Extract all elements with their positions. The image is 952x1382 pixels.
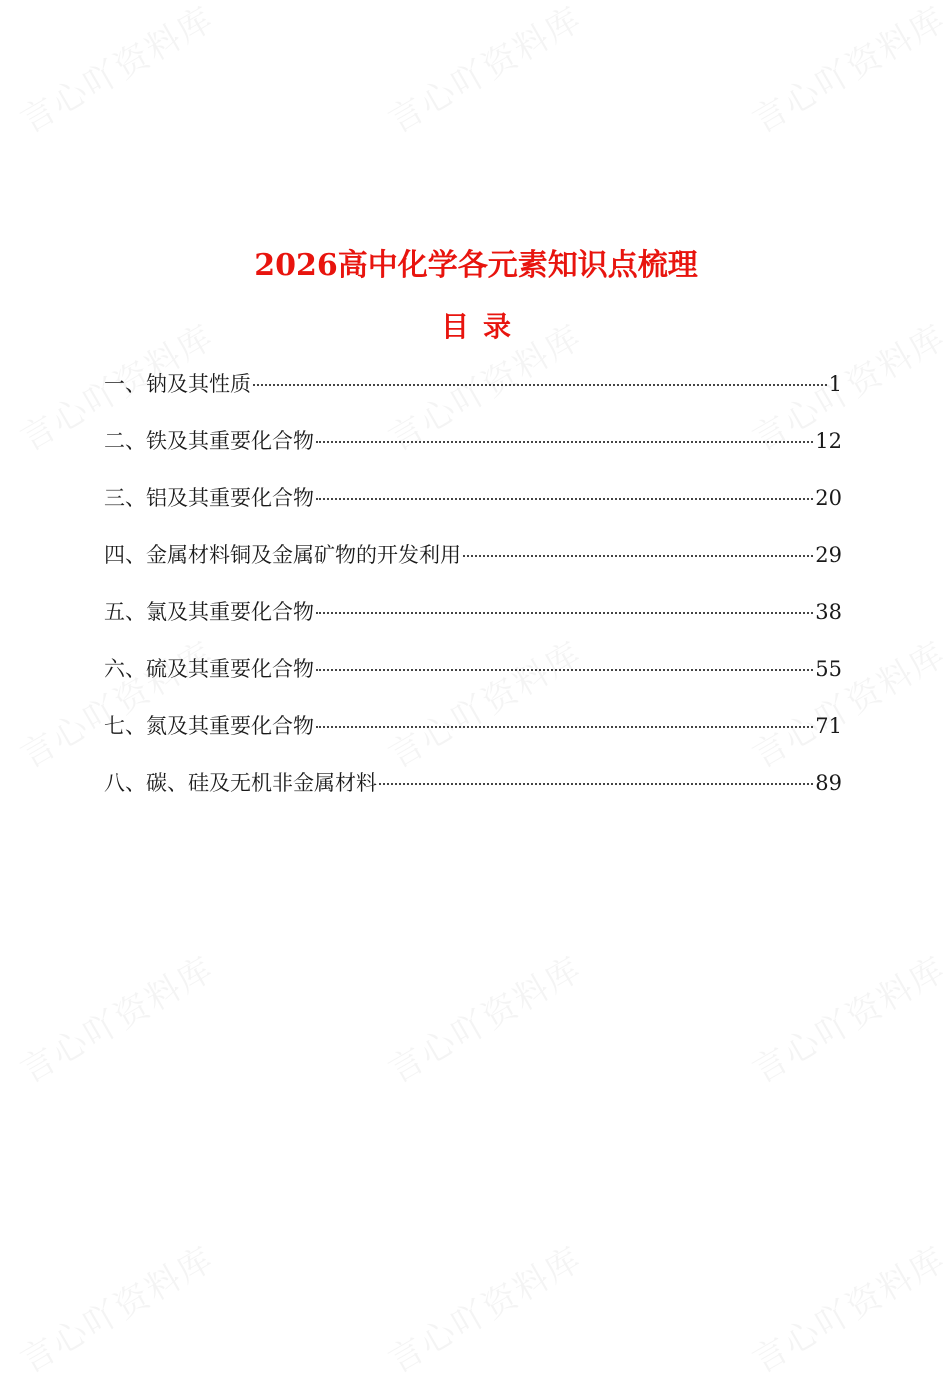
toc-heading [0, 307, 952, 347]
toc-entry-label: 五、氯及其重要化合物 [104, 600, 314, 624]
toc-entry-page: 29 [815, 543, 842, 567]
toc-entry-label: 二、铁及其重要化合物 [104, 429, 314, 453]
toc-entry[interactable] [104, 535, 842, 592]
toc-entry[interactable] [104, 364, 842, 421]
toc-heading-char: 录 [483, 310, 512, 343]
toc-leader-dots [316, 669, 813, 671]
toc-entry[interactable] [104, 478, 842, 535]
toc-entry-label: 八、碳、硅及无机非金属材料 [104, 771, 377, 795]
toc-entry-label: 一、钠及其性质 [104, 372, 251, 396]
toc-entry-page: 12 [815, 429, 842, 453]
toc-entry[interactable] [104, 649, 842, 706]
toc-entry-label: 七、氮及其重要化合物 [104, 714, 314, 738]
toc-leader-dots [316, 612, 813, 614]
toc-entry[interactable] [104, 763, 842, 820]
toc-entry-page: 55 [815, 657, 842, 681]
toc-entry-page: 1 [828, 372, 842, 396]
toc-entry-page: 89 [815, 771, 842, 795]
toc-leader-dots [316, 498, 813, 500]
toc-leader-dots [253, 384, 827, 386]
toc-list [104, 364, 842, 820]
toc-leader-dots [463, 555, 813, 557]
toc-entry-label: 六、硫及其重要化合物 [104, 657, 314, 681]
toc-leader-dots [316, 726, 813, 728]
toc-entry[interactable] [104, 706, 842, 763]
toc-entry-page: 71 [815, 714, 842, 738]
document-title: 2026高中化学各元素知识点梳理 [254, 248, 698, 283]
toc-entry-page: 20 [815, 486, 842, 510]
toc-leader-dots [379, 783, 813, 785]
toc-entry[interactable] [104, 421, 842, 478]
toc-entry[interactable] [104, 592, 842, 649]
toc-entry-label: 三、铝及其重要化合物 [104, 486, 314, 510]
toc-heading-char: 目 [440, 310, 469, 343]
toc-entry-label: 四、金属材料铜及金属矿物的开发利用 [104, 543, 461, 567]
toc-leader-dots [316, 441, 813, 443]
toc-entry-page: 38 [815, 600, 842, 624]
